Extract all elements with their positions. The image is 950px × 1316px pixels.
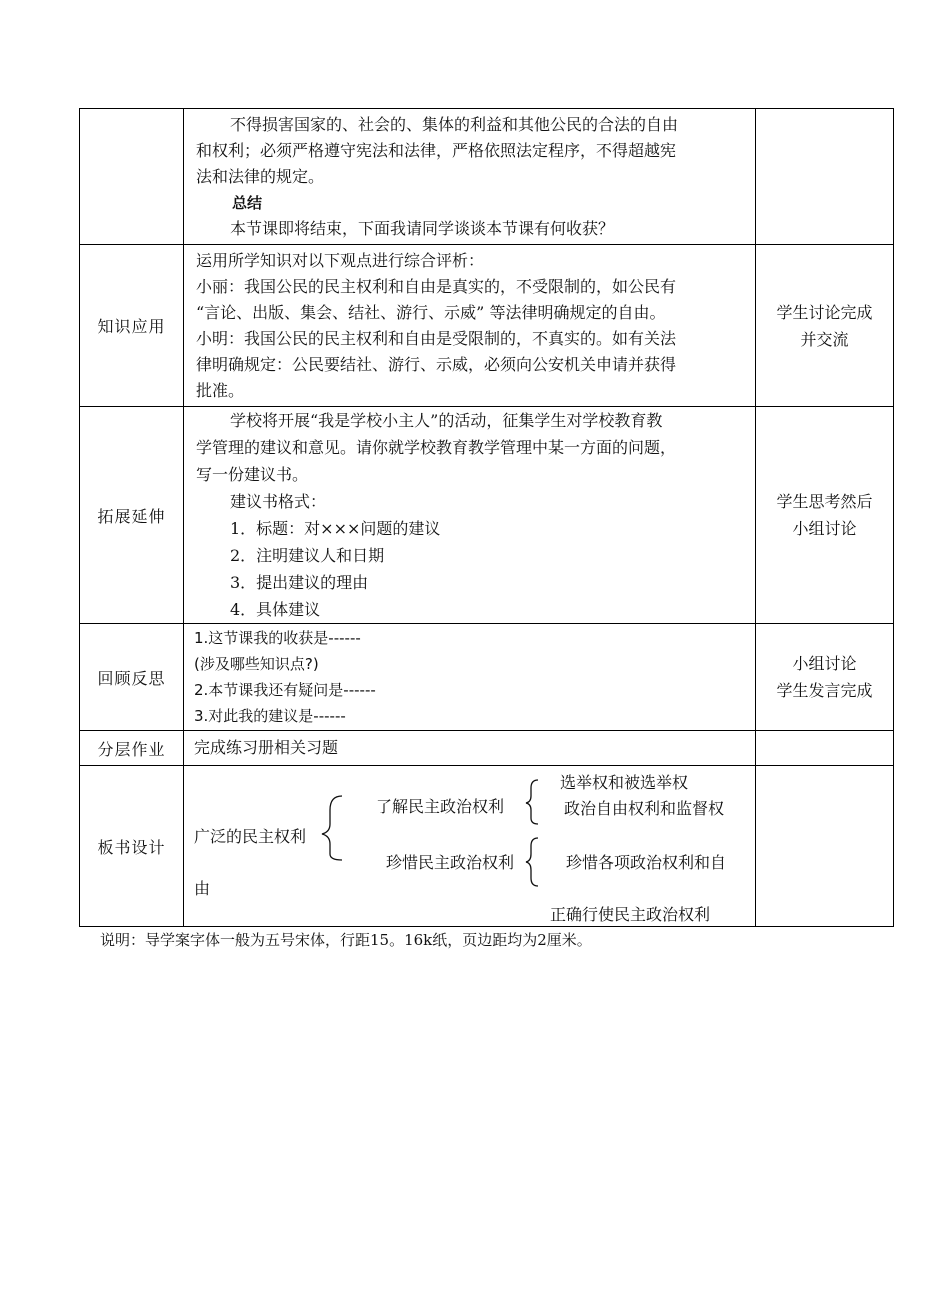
board-branch: 了解民主政治权利	[376, 797, 505, 816]
activity-note	[756, 109, 894, 245]
table-row	[80, 624, 894, 731]
lesson-plan-table	[79, 108, 894, 927]
format-item: 2．注明建议人和日期	[230, 546, 385, 565]
footnote: 说明：导学案字体一般为五号宋体，行距15。16k纸，页边距均为2厘米。	[100, 931, 592, 949]
text-line: “言论、出版、集会、结社、游行、示威” 等法律明确规定的自由。	[196, 302, 666, 322]
note-line: 小组讨论	[792, 654, 857, 673]
row-label: 回顾反思	[80, 624, 184, 731]
format-item: 4．具体建议	[230, 600, 321, 619]
text-line: 2.本节课我还有疑问是------	[194, 681, 376, 699]
activity-note	[756, 731, 894, 766]
board-leaf: 政治自由权利和监督权	[564, 799, 725, 818]
board-leaf: 正确行使民主政治权利	[550, 905, 711, 924]
table-row	[80, 766, 894, 927]
brace-branch-lower	[526, 838, 538, 886]
text-line: 本节课即将结束，下面我请同学谈谈本节课有何收获？	[230, 218, 615, 238]
text-line: 不得损害国家的、社会的、集体的利益和其他公民的合法的自由	[230, 114, 679, 134]
section-heading: 总结	[232, 193, 263, 212]
text-line: 学校将开展“我是学校小主人”的活动，征集学生对学校教育教	[230, 411, 663, 430]
note-line: 学生讨论完成	[776, 302, 873, 322]
row-label: 板书设计	[80, 766, 184, 927]
text-line: 律明确规定：公民要结社、游行、示威，必须向公安机关申请并获得	[196, 354, 677, 374]
row-label: 知识应用	[80, 245, 184, 407]
board-diagram	[184, 766, 755, 926]
text-line: 运用所学知识对以下观点进行综合评析：	[196, 250, 485, 270]
content-cell	[184, 731, 756, 766]
activity-note	[756, 245, 894, 407]
board-leaf: 选举权和被选举权	[560, 773, 689, 792]
row-label	[80, 109, 184, 245]
table-row	[80, 245, 894, 407]
note-line: 小组讨论	[792, 519, 857, 538]
brace-root	[322, 796, 342, 860]
text-line: 法和法律的规定。	[196, 166, 325, 186]
text-line: 完成练习册相关习题	[194, 738, 339, 757]
text-line: 小明：我国公民的民主权利和自由是受限制的，不真实的。如有关法	[196, 328, 677, 348]
table-row	[80, 407, 894, 624]
content-cell	[184, 407, 756, 624]
text-line: 3.对此我的建议是------	[194, 707, 346, 725]
note-line: 学生发言完成	[776, 681, 873, 700]
text-line: 学管理的建议和意见。请你就学校教育教学管理中某一方面的问题，	[196, 438, 677, 457]
content-cell	[184, 624, 756, 731]
table-row	[80, 731, 894, 766]
note-line: 学生思考然后	[776, 492, 873, 511]
activity-note	[756, 766, 894, 927]
board-leaf: 珍惜各项政治权利和自	[566, 853, 727, 872]
text-line: 和权利；必须严格遵守宪法和法律，严格依照法定程序，不得超越宪	[196, 140, 677, 160]
format-item: 3．提出建议的理由	[230, 573, 369, 592]
activity-note	[756, 624, 894, 731]
text-line: (涉及哪些知识点?)	[194, 655, 319, 673]
text-line: 1.这节课我的收获是------	[194, 629, 361, 647]
row-label: 拓展延伸	[80, 407, 184, 624]
text-line: 小丽：我国公民的民主权利和自由是真实的，不受限制的，如公民有	[196, 276, 677, 296]
text-line: 写一份建议书。	[196, 465, 309, 484]
activity-note	[756, 407, 894, 624]
board-root: 广泛的民主权利	[194, 827, 307, 846]
board-root-tail: 由	[194, 879, 211, 898]
format-item: 1．标题：对×××问题的建议	[230, 519, 441, 538]
row-label: 分层作业	[80, 731, 184, 766]
format-title: 建议书格式：	[230, 492, 327, 511]
content-cell	[184, 245, 756, 407]
board-branch: 珍惜民主政治权利	[386, 853, 515, 872]
content-cell	[184, 109, 756, 245]
content-cell	[184, 766, 756, 927]
brace-branch-upper	[526, 780, 538, 824]
note-line: 并交流	[800, 329, 849, 349]
table-row	[80, 109, 894, 245]
text-line: 批准。	[196, 380, 245, 400]
